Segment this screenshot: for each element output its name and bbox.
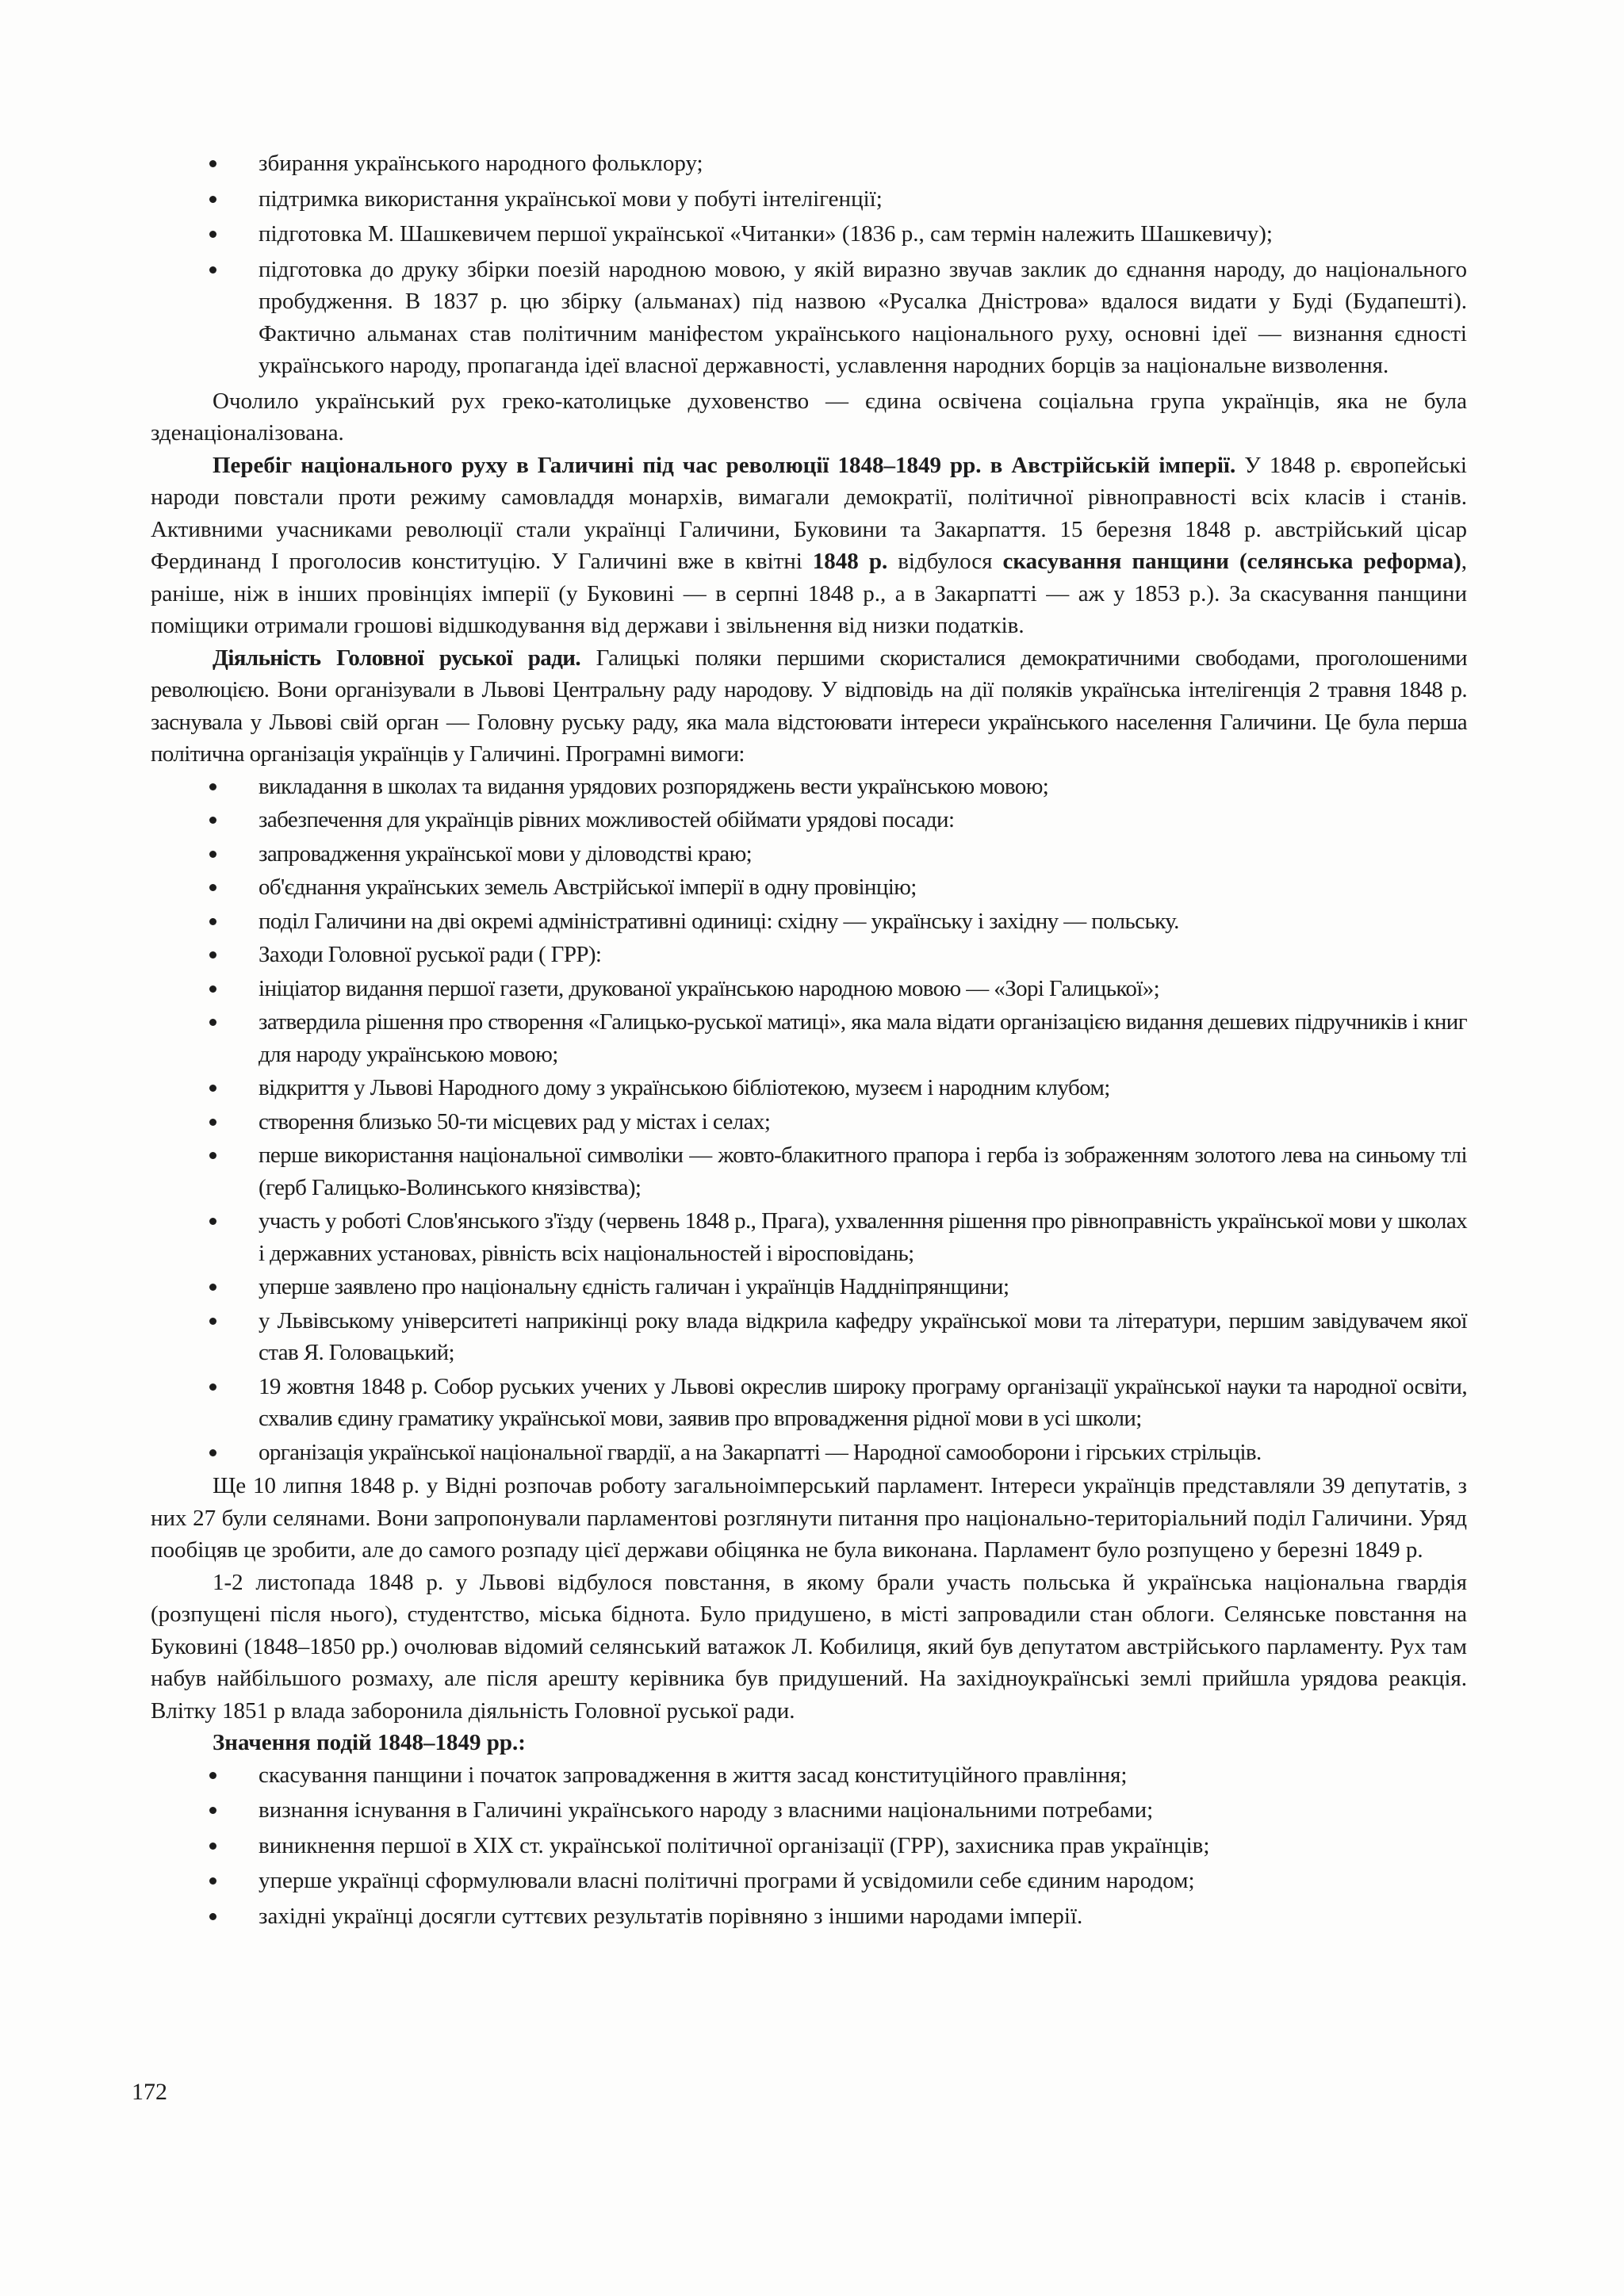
list-item: виникнення першої в XIX ст. української політичної організації (ГРР), захисника прав українців;: [151, 1830, 1467, 1862]
list-item: скасування панщини і початок запровадження в життя засад конституційного правління;: [151, 1759, 1467, 1792]
section-1848-text-a: У 1848 р. європейські народи повстали проти режиму самовладдя монархів, вимагали демократії, політичної рівноправності всіх класів і станів. Активними учасниками революції стали українці Галичини, Буковини та Закарпаття. 15 березня 1848 р. австрійський цісар Фердинанд I проголосив конституцію. У Галичині вже в квітні: [151, 452, 1467, 574]
list-item: об'єднання українських земель Австрійської імперії в одну провінцію;: [151, 871, 1467, 904]
section-1848-text-c: , раніше, ніж в інших провінціях імперії (у Буковині — в серпні 1848 р., а в Закарпатті — аж у 1853 р.). За скасування панщини поміщики отримали грошові відшкодування від держави і звільнення від низки податків.: [151, 549, 1467, 638]
significance-bullet-list: [151, 1759, 1467, 1933]
list-item: у Львівському університеті наприкінці року влада відкрила кафедру української мови та літератури, першим завідувачем якої став Я. Головацький;: [151, 1305, 1467, 1369]
page-body: [151, 147, 1467, 1935]
section-grr-paragraph: [151, 642, 1467, 771]
list-item: визнання існування в Галичині українського народу з власними національними потребами;: [151, 1794, 1467, 1827]
list-item: створення близько 50-ти місцевих рад у містах і селах;: [151, 1106, 1467, 1138]
list-item: поділ Галичини на дві окремі адміністративні одиниці: східну — українську і західну — польську.: [151, 905, 1467, 938]
bold-reform: скасування панщини (селянська реформа): [1002, 549, 1461, 574]
significance-heading: Значення подій 1848–1849 рр.:: [213, 1730, 526, 1755]
page-number: 172: [132, 2079, 167, 2105]
list-item: Заходи Головної руської ради ( ГРР):: [151, 939, 1467, 971]
list-item: організація української національної гвардії, а на Закарпатті — Народної самооборони і гірських стрільців.: [151, 1437, 1467, 1469]
list-item: підготовка до друку збірки поезій народною мовою, у якій виразно звучав заклик до єднання народу, до національного пробудження. В 1837 р. цю збірку (альманах) під назвою «Русалка Дністрова» вдалося видати у Буді (Будапешті). Фактично альманах став політичним маніфестом українського національного руху, основні ідеї — визнання єдності українського народу, пропаганда ідеї власної державності, уславлення народних борців за національне визволення.: [151, 254, 1467, 382]
list-item: уперше українці сформулювали власні політичні програми й усвідомили себе єдиним народом;: [151, 1865, 1467, 1897]
paragraph-parliament: Ще 10 липня 1848 р. у Відні розпочав роботу загальноімперський парламент. Інтереси українців представляли 39 депутатів, з них 27 були селянами. Вони запропонували парламентові розглянути питання про національно-територіальний поділ Галичини. Уряд пообіцяв це зробити, але до самого розпаду цієї держави обіцянка не була виконана. Парламент було розпущено у березні 1849 р.: [151, 1473, 1467, 1563]
intro-bullet-list: [151, 147, 1467, 382]
bold-year: 1848 р.: [812, 549, 888, 574]
list-item: 19 жовтня 1848 р. Собор руських учених у Львові окреслив широку програму організації української науки та народної освіти, схвалив єдину граматику української мови, заявив про впровадження рідної мови в усі школи;: [151, 1371, 1467, 1435]
list-item: затвердила рішення про створення «Галицько-руської матиці», яка мала відати організацією видання дешевих підручників і книг для народу українською мовою;: [151, 1006, 1467, 1070]
list-item: підготовка М. Шашкевичем першої української «Читанки» (1836 р., сам термін належить Шашкевичу);: [151, 218, 1467, 251]
list-item: відкриття у Львові Народного дому з українською бібліотекою, музеєм і народним клубом;: [151, 1072, 1467, 1104]
list-item: збирання українського народного фольклору;: [151, 147, 1467, 180]
list-item: участь у роботі Слов'янського з'їзду (червень 1848 р., Прага), ухваленння рішення про рівноправність української мови у школах і державних установах, рівність всіх національностей і віросповідань;: [151, 1205, 1467, 1269]
list-item: забезпечення для українців рівних можливостей обіймати урядові посади:: [151, 804, 1467, 836]
section-1848-paragraph: [151, 450, 1467, 642]
list-item: ініціатор видання першої газети, друкованої українською народною мовою — «Зорі Галицької»;: [151, 973, 1467, 1005]
section-grr-text: Галицькі поляки першими скористалися демократичними свободами, проголошеними революцією. Вони організували в Львові Центральну раду народову. У відповідь на дії поляків українська інтелігенція 2 травня 1848 р. заснувала у Львові свій орган — Головну руську раду, яка мала відстоювати інтереси українського населення Галичини. Це була перша політична організація українців у Галичині. Програмні вимоги:: [151, 645, 1468, 767]
section-1848-text-b: відбулося: [887, 549, 1003, 574]
grr-bullet-list: [151, 771, 1467, 1469]
paragraph-clergy: Очолило український рух греко-католицьке духовенство — єдина освічена соціальна група українців, яка не була зденаціоналізована.: [151, 388, 1467, 446]
list-item: перше використання національної символіки — жовто-блакитного прапора і герба із зображенням золотого лева на синьому тлі (герб Галицько-Волинського князівства);: [151, 1139, 1467, 1203]
section-1848-title: Перебіг національного руху в Галичині під час революції 1848–1849 рр. в Австрійській імперії.: [213, 452, 1236, 478]
list-item: західні українці досягли суттєвих результатів порівняно з іншими народами імперії.: [151, 1900, 1467, 1933]
section-grr-title: Діяльність Головної руської ради.: [213, 645, 581, 671]
list-item: підтримка використання української мови у побуті інтелігенції;: [151, 183, 1467, 216]
list-item: запровадження української мови у діловодстві краю;: [151, 838, 1467, 871]
list-item: уперше заявлено про національну єдність галичан і українців Наддніпрянщини;: [151, 1271, 1467, 1303]
list-item: викладання в школах та видання урядових розпоряджень вести українською мовою;: [151, 771, 1467, 803]
paragraph-uprising: 1-2 листопада 1848 р. у Львові відбулося повстання, в якому брали участь польська й українська національна гвардія (розпущені після нього), студентство, міська біднота. Було придушено, в місті запровадили стан облоги. Селянське повстання на Буковині (1848–1850 рр.) очолював відомий селянський ватажок Л. Кобилиця, який був депутатом австрійського парламенту. Рух там набув найбільшого розмаху, але після арешту керівника був придушений. На західноукраїнські землі прийшла урядова реакція. Влітку 1851 р влада заборонила діяльність Головної руської ради.: [151, 1569, 1467, 1724]
